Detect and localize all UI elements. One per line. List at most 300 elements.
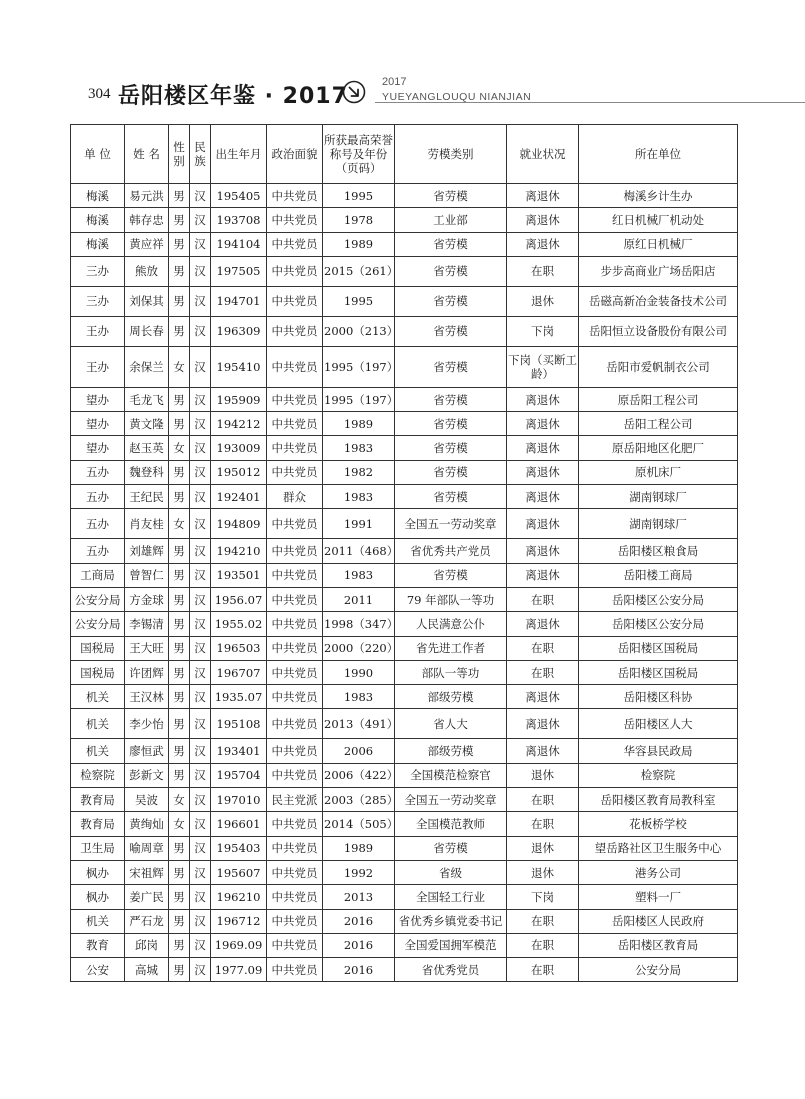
cell-workplace: 岳阳市爱帆制衣公司 (579, 346, 738, 387)
cell-gender: 男 (169, 709, 190, 739)
cell-name: 高城 (125, 958, 169, 982)
cell-political: 群众 (267, 485, 323, 509)
cell-ethnicity: 汉 (190, 563, 211, 587)
cell-political: 中共党员 (267, 836, 323, 860)
cell-gender: 男 (169, 387, 190, 411)
table-row (71, 485, 738, 509)
cell-category: 工业部 (395, 208, 507, 232)
cell-workplace: 岳阳楼区国税局 (579, 636, 738, 660)
cell-workplace: 梅溪乡计生办 (579, 184, 738, 208)
cell-employment: 在职 (507, 812, 579, 836)
cell-ethnicity: 汉 (190, 709, 211, 739)
cell-ethnicity: 汉 (190, 286, 211, 316)
cell-category: 省劳模 (395, 232, 507, 256)
cell-category: 省优秀乡镇党委书记 (395, 909, 507, 933)
table-row (71, 184, 738, 208)
header-rule (375, 102, 805, 103)
col-header-name: 姓 名 (125, 125, 169, 184)
cell-political: 中共党员 (267, 612, 323, 636)
cell-workplace: 原红日机械厂 (579, 232, 738, 256)
table-row (71, 387, 738, 411)
cell-name: 魏登科 (125, 460, 169, 484)
cell-honor: 2003（285） (323, 788, 395, 812)
cell-employment: 离退休 (507, 208, 579, 232)
cell-ethnicity: 汉 (190, 788, 211, 812)
table-row (71, 346, 738, 387)
cell-birth: 196503 (211, 636, 267, 660)
cell-ethnicity: 汉 (190, 660, 211, 684)
cell-honor: 1995 (323, 286, 395, 316)
cell-category: 省劳模 (395, 436, 507, 460)
cell-unit: 卫生局 (71, 836, 125, 860)
cell-political: 中共党员 (267, 184, 323, 208)
cell-birth: 1969.09 (211, 933, 267, 957)
cell-birth: 195012 (211, 460, 267, 484)
cell-workplace: 湖南钢球厂 (579, 509, 738, 539)
cell-category: 省劳模 (395, 485, 507, 509)
cell-gender: 男 (169, 460, 190, 484)
cell-workplace: 岳阳楼区公安分局 (579, 612, 738, 636)
cell-gender: 男 (169, 739, 190, 763)
cell-workplace: 塑料一厂 (579, 885, 738, 909)
cell-unit: 教育 (71, 933, 125, 957)
cell-political: 中共党员 (267, 885, 323, 909)
cell-birth: 1935.07 (211, 685, 267, 709)
cell-gender: 男 (169, 933, 190, 957)
table-row (71, 958, 738, 982)
cell-workplace: 岳阳楼区公安分局 (579, 587, 738, 611)
cell-ethnicity: 汉 (190, 836, 211, 860)
cell-gender: 女 (169, 436, 190, 460)
cell-workplace: 华容县民政局 (579, 739, 738, 763)
cell-honor: 1983 (323, 685, 395, 709)
cell-ethnicity: 汉 (190, 460, 211, 484)
cell-name: 李少怡 (125, 709, 169, 739)
cell-employment: 离退休 (507, 539, 579, 563)
cell-birth: 195108 (211, 709, 267, 739)
cell-workplace: 岳阳楼区科协 (579, 685, 738, 709)
cell-category: 省先进工作者 (395, 636, 507, 660)
cell-category: 省劳模 (395, 346, 507, 387)
cell-employment: 在职 (507, 933, 579, 957)
cell-category: 省级 (395, 860, 507, 884)
cell-gender: 男 (169, 485, 190, 509)
cell-category: 全国五一劳动奖章 (395, 509, 507, 539)
cell-honor: 1989 (323, 836, 395, 860)
cell-birth: 194809 (211, 509, 267, 539)
cell-name: 许团辉 (125, 660, 169, 684)
cell-honor: 2016 (323, 958, 395, 982)
cell-name: 邱岗 (125, 933, 169, 957)
cell-unit: 王办 (71, 316, 125, 346)
cell-honor: 2013（491） (323, 709, 395, 739)
cell-name: 韩存忠 (125, 208, 169, 232)
cell-employment: 在职 (507, 958, 579, 982)
cell-gender: 男 (169, 539, 190, 563)
cell-honor: 2000（220） (323, 636, 395, 660)
cell-political: 中共党员 (267, 587, 323, 611)
table-row (71, 286, 738, 316)
cell-ethnicity: 汉 (190, 387, 211, 411)
cell-category: 省劳模 (395, 460, 507, 484)
cell-category: 省劳模 (395, 184, 507, 208)
cell-political: 中共党员 (267, 208, 323, 232)
cell-honor: 1995 (323, 184, 395, 208)
cell-honor: 1982 (323, 460, 395, 484)
cell-workplace: 红日机械厂机动处 (579, 208, 738, 232)
cell-employment: 在职 (507, 909, 579, 933)
table-header-row (71, 125, 738, 184)
cell-honor: 1983 (323, 485, 395, 509)
cell-workplace: 望岳路社区卫生服务中心 (579, 836, 738, 860)
cell-gender: 男 (169, 316, 190, 346)
cell-ethnicity: 汉 (190, 739, 211, 763)
cell-birth: 1977.09 (211, 958, 267, 982)
table-row (71, 539, 738, 563)
cell-unit: 机关 (71, 739, 125, 763)
cell-unit: 梅溪 (71, 208, 125, 232)
cell-name: 刘保其 (125, 286, 169, 316)
cell-honor: 2016 (323, 933, 395, 957)
cell-honor: 2015（261） (323, 256, 395, 286)
table-row (71, 587, 738, 611)
cell-name: 余保兰 (125, 346, 169, 387)
cell-unit: 公安 (71, 958, 125, 982)
cell-name: 曾智仁 (125, 563, 169, 587)
cell-gender: 男 (169, 587, 190, 611)
cell-workplace: 原岳阳地区化肥厂 (579, 436, 738, 460)
col-header-political: 政治面貌 (267, 125, 323, 184)
cell-workplace: 步步高商业广场岳阳店 (579, 256, 738, 286)
cell-name: 李锡清 (125, 612, 169, 636)
col-header-employment: 就业状况 (507, 125, 579, 184)
cell-category: 79 年部队一等功 (395, 587, 507, 611)
cell-name: 王纪民 (125, 485, 169, 509)
cell-gender: 男 (169, 636, 190, 660)
col-header-category: 劳模类别 (395, 125, 507, 184)
cell-ethnicity: 汉 (190, 316, 211, 346)
cell-ethnicity: 汉 (190, 346, 211, 387)
cell-honor: 1983 (323, 436, 395, 460)
cell-birth: 194701 (211, 286, 267, 316)
cell-employment: 离退休 (507, 509, 579, 539)
cell-honor: 2016 (323, 909, 395, 933)
cell-gender: 男 (169, 256, 190, 286)
cell-political: 中共党员 (267, 812, 323, 836)
cell-workplace: 花板桥学校 (579, 812, 738, 836)
cell-category: 省人大 (395, 709, 507, 739)
cell-political: 中共党员 (267, 346, 323, 387)
cell-employment: 在职 (507, 788, 579, 812)
cell-workplace: 原岳阳工程公司 (579, 387, 738, 411)
cell-unit: 三办 (71, 286, 125, 316)
cell-ethnicity: 汉 (190, 933, 211, 957)
cell-political: 中共党员 (267, 460, 323, 484)
cell-ethnicity: 汉 (190, 885, 211, 909)
cell-honor: 1998（347） (323, 612, 395, 636)
cell-category: 省劳模 (395, 387, 507, 411)
cell-gender: 男 (169, 612, 190, 636)
cell-gender: 男 (169, 286, 190, 316)
cell-gender: 男 (169, 685, 190, 709)
cell-name: 严石龙 (125, 909, 169, 933)
cell-birth: 192401 (211, 485, 267, 509)
cell-gender: 女 (169, 812, 190, 836)
cell-workplace: 原机床厂 (579, 460, 738, 484)
cell-gender: 男 (169, 763, 190, 787)
cell-unit: 望办 (71, 387, 125, 411)
cell-category: 部级劳模 (395, 739, 507, 763)
cell-employment: 离退休 (507, 184, 579, 208)
cell-name: 刘雄辉 (125, 539, 169, 563)
cell-honor: 2014（505） (323, 812, 395, 836)
cell-political: 中共党员 (267, 860, 323, 884)
cell-political: 中共党员 (267, 509, 323, 539)
cell-name: 肖友桂 (125, 509, 169, 539)
cell-birth: 195909 (211, 387, 267, 411)
table-row (71, 709, 738, 739)
cell-name: 吴波 (125, 788, 169, 812)
table-row (71, 739, 738, 763)
cell-unit: 机关 (71, 909, 125, 933)
table-row (71, 885, 738, 909)
cell-ethnicity: 汉 (190, 412, 211, 436)
cell-unit: 梅溪 (71, 232, 125, 256)
table-row (71, 933, 738, 957)
cell-honor: 2011 (323, 587, 395, 611)
table-row (71, 563, 738, 587)
table-row (71, 460, 738, 484)
cell-gender: 男 (169, 412, 190, 436)
table-row (71, 788, 738, 812)
cell-unit: 工商局 (71, 563, 125, 587)
cell-honor: 1978 (323, 208, 395, 232)
cell-unit: 公安分局 (71, 612, 125, 636)
table-row (71, 316, 738, 346)
col-header-honor: 所获最高荣誉称号及年份（页码） (323, 125, 395, 184)
cell-honor: 2006（422） (323, 763, 395, 787)
cell-birth: 194210 (211, 539, 267, 563)
cell-name: 喻周章 (125, 836, 169, 860)
cell-unit: 望办 (71, 436, 125, 460)
cell-gender: 男 (169, 660, 190, 684)
cell-birth: 196712 (211, 909, 267, 933)
cell-ethnicity: 汉 (190, 958, 211, 982)
cell-employment: 离退休 (507, 412, 579, 436)
cell-employment: 离退休 (507, 563, 579, 587)
cell-category: 省优秀党员 (395, 958, 507, 982)
cell-honor: 1989 (323, 412, 395, 436)
cell-name: 王汉林 (125, 685, 169, 709)
cell-workplace: 岳阳楼区粮食局 (579, 539, 738, 563)
cell-ethnicity: 汉 (190, 256, 211, 286)
cell-name: 周长春 (125, 316, 169, 346)
table-row (71, 436, 738, 460)
cell-employment: 在职 (507, 256, 579, 286)
cell-political: 中共党员 (267, 387, 323, 411)
table-row (71, 685, 738, 709)
cell-employment: 下岗 (507, 316, 579, 346)
cell-honor: 1995（197） (323, 346, 395, 387)
table-row (71, 860, 738, 884)
cell-gender: 男 (169, 184, 190, 208)
cell-ethnicity: 汉 (190, 636, 211, 660)
cell-ethnicity: 汉 (190, 485, 211, 509)
cell-gender: 女 (169, 346, 190, 387)
cell-political: 中共党员 (267, 909, 323, 933)
cell-gender: 男 (169, 958, 190, 982)
cell-category: 全国爱国拥军模范 (395, 933, 507, 957)
cell-unit: 梅溪 (71, 184, 125, 208)
cell-birth: 195704 (211, 763, 267, 787)
cell-birth: 196601 (211, 812, 267, 836)
cell-honor: 1990 (323, 660, 395, 684)
cell-workplace: 港务公司 (579, 860, 738, 884)
cell-birth: 194104 (211, 232, 267, 256)
cell-unit: 枫办 (71, 885, 125, 909)
english-year: 2017 (382, 76, 407, 88)
cell-birth: 193009 (211, 436, 267, 460)
cell-birth: 196309 (211, 316, 267, 346)
cell-birth: 193708 (211, 208, 267, 232)
cell-workplace: 岳阳楼区教育局 (579, 933, 738, 957)
cell-political: 中共党员 (267, 739, 323, 763)
cell-name: 黄应祥 (125, 232, 169, 256)
cell-unit: 国税局 (71, 660, 125, 684)
cell-unit: 三办 (71, 256, 125, 286)
cell-category: 省劳模 (395, 316, 507, 346)
cell-category: 全国模范教师 (395, 812, 507, 836)
cell-birth: 197010 (211, 788, 267, 812)
cell-political: 中共党员 (267, 316, 323, 346)
cell-political: 中共党员 (267, 436, 323, 460)
cell-category: 部队一等功 (395, 660, 507, 684)
cell-employment: 退休 (507, 836, 579, 860)
cell-name: 王大旺 (125, 636, 169, 660)
cell-workplace: 岳阳楼区国税局 (579, 660, 738, 684)
cell-category: 省劳模 (395, 412, 507, 436)
cell-workplace: 岳阳恒立设备股份有限公司 (579, 316, 738, 346)
cell-workplace: 岳阳楼区人民政府 (579, 909, 738, 933)
cell-political: 中共党员 (267, 539, 323, 563)
cell-honor: 1992 (323, 860, 395, 884)
cell-ethnicity: 汉 (190, 539, 211, 563)
cell-political: 中共党员 (267, 958, 323, 982)
cell-honor: 2013 (323, 885, 395, 909)
table-row (71, 412, 738, 436)
cell-category: 部级劳模 (395, 685, 507, 709)
cell-category: 省劳模 (395, 563, 507, 587)
cell-category: 全国轻工行业 (395, 885, 507, 909)
cell-unit: 教育局 (71, 812, 125, 836)
cell-employment: 离退休 (507, 485, 579, 509)
cell-employment: 离退休 (507, 612, 579, 636)
cell-birth: 196707 (211, 660, 267, 684)
cell-name: 熊放 (125, 256, 169, 286)
cell-political: 中共党员 (267, 660, 323, 684)
cell-ethnicity: 汉 (190, 436, 211, 460)
cell-ethnicity: 汉 (190, 812, 211, 836)
table-row (71, 208, 738, 232)
cell-gender: 男 (169, 232, 190, 256)
cell-honor: 1989 (323, 232, 395, 256)
cell-workplace: 岳磁高新冶金装备技术公司 (579, 286, 738, 316)
table-row (71, 909, 738, 933)
cell-employment: 离退休 (507, 387, 579, 411)
cell-name: 赵玉英 (125, 436, 169, 460)
cell-birth: 197505 (211, 256, 267, 286)
cell-ethnicity: 汉 (190, 208, 211, 232)
cell-workplace: 检察院 (579, 763, 738, 787)
table-row (71, 232, 738, 256)
cell-honor: 2011（468） (323, 539, 395, 563)
cell-political: 中共党员 (267, 763, 323, 787)
cell-employment: 在职 (507, 587, 579, 611)
cell-unit: 枫办 (71, 860, 125, 884)
cell-employment: 下岗（买断工龄） (507, 346, 579, 387)
cell-political: 民主党派 (267, 788, 323, 812)
cell-employment: 离退休 (507, 436, 579, 460)
col-header-unit: 单 位 (71, 125, 125, 184)
book-title: 岳阳楼区年鉴 · 2017 (118, 84, 348, 109)
table-row (71, 660, 738, 684)
cell-birth: 195403 (211, 836, 267, 860)
col-header-ethnicity: 民族 (190, 125, 211, 184)
cell-workplace: 公安分局 (579, 958, 738, 982)
cell-employment: 退休 (507, 763, 579, 787)
col-header-gender: 性别 (169, 125, 190, 184)
cell-unit: 五办 (71, 539, 125, 563)
cell-employment: 离退休 (507, 460, 579, 484)
cell-employment: 下岗 (507, 885, 579, 909)
table-row (71, 636, 738, 660)
cell-category: 省劳模 (395, 836, 507, 860)
cell-political: 中共党员 (267, 256, 323, 286)
cell-political: 中共党员 (267, 709, 323, 739)
table-row (71, 256, 738, 286)
table-row (71, 509, 738, 539)
cell-gender: 男 (169, 909, 190, 933)
cell-political: 中共党员 (267, 636, 323, 660)
cell-ethnicity: 汉 (190, 587, 211, 611)
cell-name: 方金球 (125, 587, 169, 611)
cell-birth: 194212 (211, 412, 267, 436)
cell-gender: 男 (169, 836, 190, 860)
table-row (71, 763, 738, 787)
cell-birth: 195405 (211, 184, 267, 208)
cell-gender: 男 (169, 860, 190, 884)
cell-ethnicity: 汉 (190, 860, 211, 884)
cell-ethnicity: 汉 (190, 685, 211, 709)
col-header-workplace: 所在单位 (579, 125, 738, 184)
cell-political: 中共党员 (267, 685, 323, 709)
cell-category: 省劳模 (395, 256, 507, 286)
cell-category: 人民满意公仆 (395, 612, 507, 636)
cell-category: 省优秀共产党员 (395, 539, 507, 563)
cell-workplace: 岳阳楼区教育局教科室 (579, 788, 738, 812)
cell-birth: 1955.02 (211, 612, 267, 636)
cell-unit: 五办 (71, 509, 125, 539)
cell-birth: 196210 (211, 885, 267, 909)
cell-employment: 退休 (507, 860, 579, 884)
cell-employment: 离退休 (507, 739, 579, 763)
cell-employment: 在职 (507, 636, 579, 660)
cell-ethnicity: 汉 (190, 184, 211, 208)
cell-honor: 2000（213） (323, 316, 395, 346)
cell-name: 姜广民 (125, 885, 169, 909)
cell-unit: 王办 (71, 346, 125, 387)
cell-unit: 望办 (71, 412, 125, 436)
